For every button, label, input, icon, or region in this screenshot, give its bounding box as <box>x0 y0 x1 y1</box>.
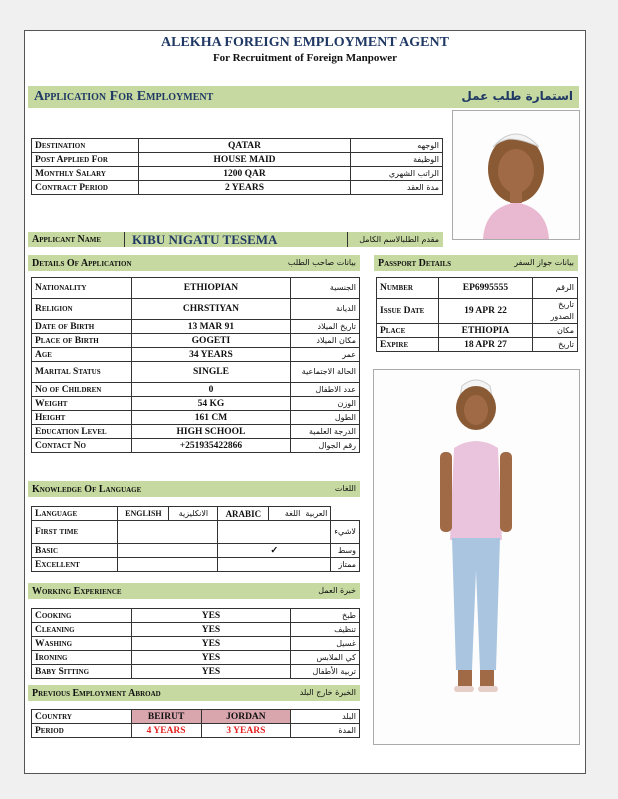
period-2: 3 YEARS <box>201 724 291 738</box>
experience-label-ar: طبخ <box>291 609 360 623</box>
applicant-name-label: Applicant Name <box>32 234 102 245</box>
experience-row <box>32 637 360 651</box>
abroad-country-row <box>32 710 360 724</box>
passport-table <box>376 277 578 352</box>
period-label: Period <box>32 724 132 738</box>
job-label-ar: الوظيفة <box>351 153 443 167</box>
full-body-icon <box>374 370 579 744</box>
details-row <box>32 278 360 299</box>
experience-label-ar: تربية الأطفال <box>291 665 360 679</box>
experience-row <box>32 651 360 665</box>
details-label: Place of Birth <box>32 334 132 348</box>
experience-value: YES <box>131 665 290 679</box>
language-title-ar: اللغات <box>334 484 356 493</box>
experience-row <box>32 665 360 679</box>
experience-band <box>28 583 360 599</box>
details-value: 34 YEARS <box>131 348 290 362</box>
language-band <box>28 481 360 497</box>
language-level-ar: ممتاز <box>331 558 360 572</box>
job-row <box>32 139 443 153</box>
passport-title: Passport Details <box>378 258 452 269</box>
job-row <box>32 181 443 195</box>
english-level <box>118 558 218 572</box>
details-label-ar: الديانة <box>291 299 360 320</box>
details-row <box>32 362 360 383</box>
passport-row <box>377 299 578 324</box>
job-value: 1200 QAR <box>139 167 351 181</box>
experience-row <box>32 623 360 637</box>
passport-value: ETHIOPIA <box>438 324 532 338</box>
english-level <box>118 521 218 544</box>
details-value: GOGETI <box>131 334 290 348</box>
experience-label: Baby Sitting <box>32 665 132 679</box>
experience-label-ar: غسيل <box>291 637 360 651</box>
passport-label-ar: الرقم <box>533 278 578 299</box>
details-label: No of Children <box>32 383 132 397</box>
details-row <box>32 411 360 425</box>
details-label-ar: رقم الجوال <box>291 439 360 453</box>
details-row <box>32 334 360 348</box>
details-value: 13 MAR 91 <box>131 320 290 334</box>
job-row <box>32 153 443 167</box>
details-label-ar: الجنسية <box>291 278 360 299</box>
passport-row <box>377 338 578 352</box>
agency-subtitle: For Recruitment of Foreign Manpower <box>212 52 398 64</box>
passport-value: 18 APR 27 <box>438 338 532 352</box>
details-label-ar: الحالة الاجتماعية <box>291 362 360 383</box>
country-ar: البلد <box>291 710 360 724</box>
experience-title-ar: خبرة العمل <box>318 586 356 595</box>
details-title: Details Of Application <box>32 258 132 269</box>
details-row <box>32 383 360 397</box>
details-label-ar: الوزن <box>291 397 360 411</box>
application-title-ar: استمارة طلب عمل <box>461 89 573 103</box>
details-label-ar: مكان الميلاد <box>291 334 360 348</box>
details-label: Religion <box>32 299 132 320</box>
language-head-label: Language <box>32 507 118 521</box>
job-value: QATAR <box>139 139 351 153</box>
arabic-level <box>218 558 331 572</box>
language-level-label: Basic <box>32 544 118 558</box>
passport-label: Place <box>377 324 439 338</box>
passport-label: Number <box>377 278 439 299</box>
details-label-ar: الدرجة العلمية <box>291 425 360 439</box>
application-form <box>24 30 586 774</box>
details-value: CHRSTIYAN <box>131 299 290 320</box>
applicant-name-ar: مقدم الطلبالاسم الكامل <box>359 235 439 244</box>
details-label-ar: عمر <box>291 348 360 362</box>
english-level <box>118 544 218 558</box>
experience-value: YES <box>131 637 290 651</box>
experience-label: Cleaning <box>32 623 132 637</box>
language-ar: اللغة <box>284 508 301 518</box>
job-label: Post Applied For <box>32 153 139 167</box>
experience-value: YES <box>131 609 290 623</box>
details-row <box>32 397 360 411</box>
passport-label-ar: تاريخ الصدور <box>533 299 578 324</box>
passport-label-ar: تاريخ <box>533 338 578 352</box>
passport-row <box>377 278 578 299</box>
job-label-ar: الوجهه <box>351 139 443 153</box>
job-table <box>31 138 443 195</box>
experience-label: Cooking <box>32 609 132 623</box>
experience-label-ar: كي الملابس <box>291 651 360 665</box>
language-table <box>31 506 360 572</box>
passport-label: Issue Date <box>377 299 439 324</box>
details-label: Height <box>32 411 132 425</box>
language-level-label: First time <box>32 521 118 544</box>
country-1: BEIRUT <box>131 710 201 724</box>
abroad-title: Previous Employment Abroad <box>32 688 161 699</box>
language-head-ar <box>269 507 331 521</box>
details-value: ETHIOPIAN <box>131 278 290 299</box>
arabic-head: ARABIC <box>218 507 269 521</box>
arabic-level <box>218 521 331 544</box>
arabic-head-ar: العربية <box>305 508 328 518</box>
passport-label-ar: مكان <box>533 324 578 338</box>
language-row <box>32 544 360 558</box>
job-label: Monthly Salary <box>32 167 139 181</box>
period-ar: المدة <box>291 724 360 738</box>
job-value: 2 YEARS <box>139 181 351 195</box>
job-label-ar: الراتب الشهري <box>351 167 443 181</box>
experience-row <box>32 609 360 623</box>
passport-label: Expire <box>377 338 439 352</box>
applicant-portrait-photo <box>452 110 580 240</box>
passport-value: EP6995555 <box>438 278 532 299</box>
job-label: Contract Period <box>32 181 139 195</box>
portrait-icon <box>453 111 579 239</box>
experience-table <box>31 608 360 679</box>
country-2: JORDAN <box>201 710 291 724</box>
agency-name: ALEKHA FOREIGN EMPLOYMENT AGENT <box>161 35 449 50</box>
language-header-row <box>32 507 360 521</box>
details-label-ar: عدد الاطفال <box>291 383 360 397</box>
application-title: Application For Employment <box>34 89 214 104</box>
experience-label-ar: تنظيف <box>291 623 360 637</box>
details-value: +251935422866 <box>131 439 290 453</box>
details-table <box>31 277 360 453</box>
passport-title-ar: بيانات جواز السفر <box>514 258 574 267</box>
abroad-period-row <box>32 724 360 738</box>
experience-value: YES <box>131 651 290 665</box>
details-label: Nationality <box>32 278 132 299</box>
details-row <box>32 425 360 439</box>
job-label: Destination <box>32 139 139 153</box>
details-row <box>32 439 360 453</box>
english-head-ar: الانكليزية <box>169 507 218 521</box>
details-label: Contact No <box>32 439 132 453</box>
details-value: 54 KG <box>131 397 290 411</box>
applicant-name-band <box>28 232 443 247</box>
details-label: Weight <box>32 397 132 411</box>
details-label: Marital Status <box>32 362 132 383</box>
details-value: 161 CM <box>131 411 290 425</box>
language-row <box>32 558 360 572</box>
details-row <box>32 320 360 334</box>
details-row <box>32 299 360 320</box>
passport-value: 19 APR 22 <box>438 299 532 324</box>
details-label: Education Level <box>32 425 132 439</box>
language-level-ar: لاشيء <box>331 521 360 544</box>
job-row <box>32 167 443 181</box>
period-1: 4 YEARS <box>131 724 201 738</box>
arabic-level: ✓ <box>218 544 331 558</box>
job-value: HOUSE MAID <box>139 153 351 167</box>
language-title: Knowledge Of Language <box>32 484 142 495</box>
passport-row <box>377 324 578 338</box>
experience-label: Ironing <box>32 651 132 665</box>
details-label: Date of Birth <box>32 320 132 334</box>
details-label-ar: الطول <box>291 411 360 425</box>
country-label: Country <box>32 710 132 724</box>
applicant-full-photo <box>373 369 580 745</box>
experience-value: YES <box>131 623 290 637</box>
english-head: ENGLISH <box>118 507 169 521</box>
details-value: SINGLE <box>131 362 290 383</box>
abroad-band <box>28 685 360 701</box>
language-level-label: Excellent <box>32 558 118 572</box>
applicant-name: KIBU NIGATU TESEMA <box>132 232 278 247</box>
details-band <box>28 255 360 271</box>
application-title-band <box>28 86 579 108</box>
abroad-table <box>31 709 360 738</box>
language-level-ar: وسط <box>331 544 360 558</box>
details-row <box>32 348 360 362</box>
details-label-ar: تاريخ الميلاد <box>291 320 360 334</box>
experience-title: Working Experience <box>32 586 122 597</box>
job-label-ar: مدة العقد <box>351 181 443 195</box>
language-row <box>32 521 360 544</box>
abroad-title-ar: الخبرة خارج البلد <box>299 688 356 697</box>
details-title-ar: بيانات صاحب الطلب <box>287 258 356 267</box>
experience-label: Washing <box>32 637 132 651</box>
details-value: HIGH SCHOOL <box>131 425 290 439</box>
details-label: Age <box>32 348 132 362</box>
details-value: 0 <box>131 383 290 397</box>
passport-band <box>374 255 578 271</box>
